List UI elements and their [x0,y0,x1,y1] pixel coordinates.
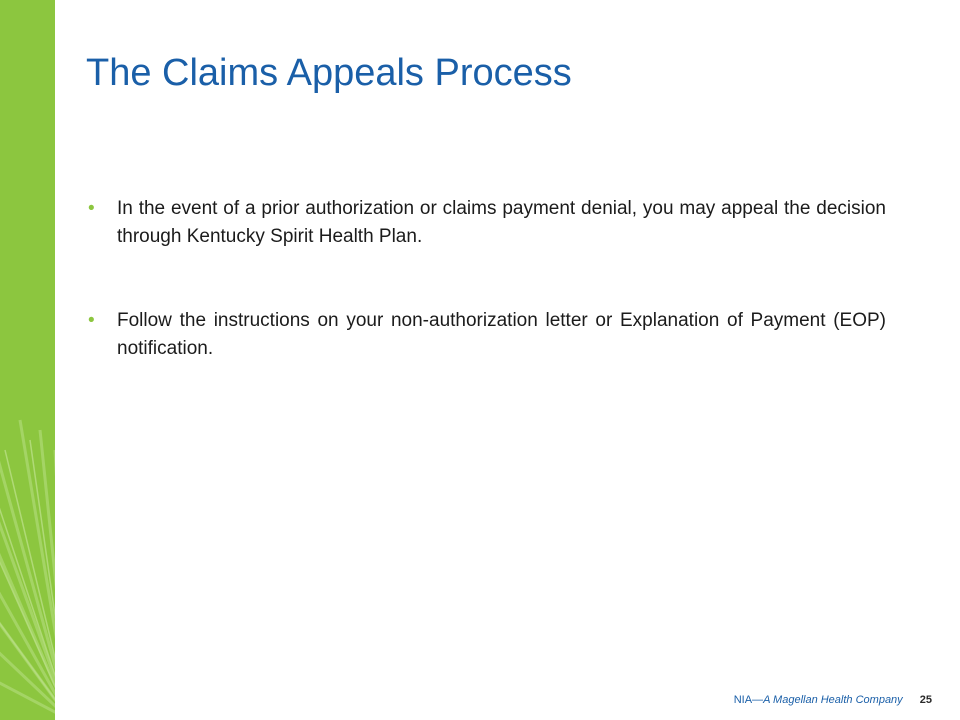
bullet-text: Follow the instructions on your non-authorization letter or Explanation of Payment (EOP) notification. [117,310,886,359]
footer-company [734,694,903,706]
page-number: 25 [919,694,932,706]
bullet-item [86,307,886,363]
slide-footer [734,694,932,706]
sunburst-decoration-icon [0,0,55,720]
bullet-marker: • [88,310,95,331]
green-side-band [0,0,55,720]
bullet-text: In the event of a prior authorization or claims payment denial, you may appeal the decision through Kentucky Spirit Health Plan. [117,198,886,247]
footer-company-name: NIA— [733,694,764,706]
slide-title: The Claims Appeals Process [86,52,572,94]
bullet-marker: • [88,198,95,219]
bullet-list [86,195,886,419]
footer-tagline: A Magellan Health Company [763,694,903,706]
bullet-item [86,195,886,251]
